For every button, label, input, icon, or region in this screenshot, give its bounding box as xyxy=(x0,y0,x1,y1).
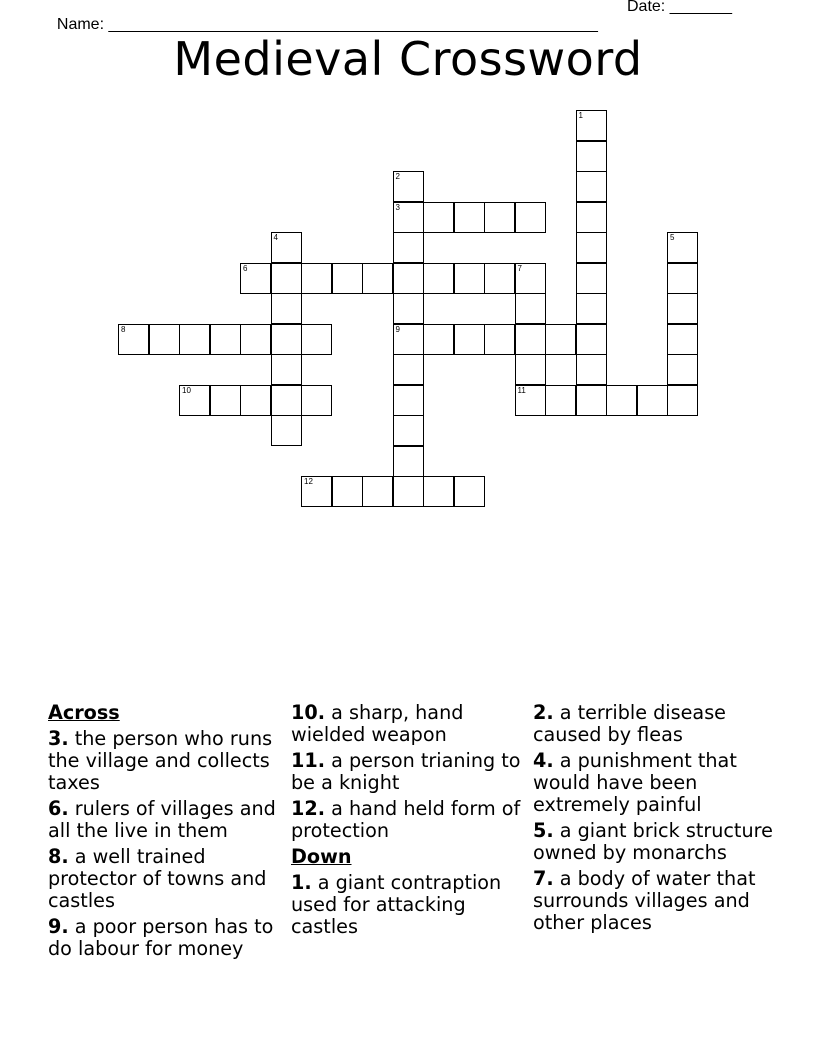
clue-text: a giant contraption used for attacking castles xyxy=(291,871,502,938)
cell-number: 6 xyxy=(243,263,248,273)
clue-across-9 xyxy=(48,916,288,960)
grid-cell[interactable] xyxy=(576,141,607,172)
grid-cell[interactable] xyxy=(423,263,454,294)
grid-cell[interactable] xyxy=(576,110,607,141)
grid-cell[interactable] xyxy=(576,293,607,324)
cell-number: 9 xyxy=(395,324,400,334)
grid-cell[interactable] xyxy=(484,324,515,355)
grid-cell[interactable] xyxy=(484,263,515,294)
grid-cell[interactable] xyxy=(667,293,698,324)
clue-text: the person who runs the village and collects taxes xyxy=(48,727,273,794)
clue-text: a sharp, hand wielded weapon xyxy=(291,701,464,746)
grid-cell[interactable] xyxy=(393,263,424,294)
grid-cell[interactable] xyxy=(362,263,393,294)
clue-across-10 xyxy=(291,702,531,746)
grid-cell[interactable] xyxy=(301,263,332,294)
across-heading: Across xyxy=(48,701,120,724)
clue-column-3 xyxy=(533,702,773,938)
grid-cell[interactable] xyxy=(210,385,241,416)
grid-cell[interactable] xyxy=(179,324,210,355)
clue-text: a body of water that surrounds villages and other places xyxy=(533,867,756,934)
cell-number: 1 xyxy=(578,111,583,120)
clue-number: 2. xyxy=(533,701,554,724)
clue-text: a giant brick structure owned by monarchs xyxy=(533,819,773,864)
grid-cell[interactable] xyxy=(576,171,607,202)
clue-column-2 xyxy=(291,702,531,942)
clue-down-1 xyxy=(291,872,531,938)
cell-number: 12 xyxy=(304,477,313,486)
grid-cell[interactable] xyxy=(576,232,607,263)
down-heading: Down xyxy=(291,845,352,868)
grid-cell[interactable] xyxy=(332,476,363,507)
grid-cell[interactable] xyxy=(515,263,546,294)
grid-cell[interactable] xyxy=(271,293,302,324)
grid-cell[interactable] xyxy=(332,263,363,294)
grid-cell[interactable] xyxy=(393,415,424,446)
cell-number: 11 xyxy=(517,385,526,395)
clue-number: 3. xyxy=(48,727,69,750)
name-field-label: Name: _______________________________________________________ xyxy=(56,16,598,33)
grid-cell[interactable] xyxy=(454,263,485,294)
grid-cell[interactable] xyxy=(393,446,424,477)
clue-number: 8. xyxy=(48,845,69,868)
grid-cell[interactable] xyxy=(515,385,546,416)
grid-cell[interactable] xyxy=(606,385,637,416)
clue-number: 9. xyxy=(48,915,69,938)
clue-across-6 xyxy=(48,798,288,842)
clue-down-7 xyxy=(533,868,773,934)
clue-across-12 xyxy=(291,798,531,842)
grid-cell[interactable] xyxy=(362,476,393,507)
grid-cell[interactable] xyxy=(667,385,698,416)
grid-cell[interactable] xyxy=(240,324,271,355)
clue-across-8 xyxy=(48,846,288,912)
clue-text: a poor person has to do labour for money xyxy=(48,915,274,960)
grid-cell[interactable] xyxy=(179,385,210,416)
grid-cell[interactable] xyxy=(240,385,271,416)
grid-cell[interactable] xyxy=(454,324,485,355)
grid-cell[interactable] xyxy=(423,202,454,233)
grid-cell[interactable] xyxy=(149,324,180,355)
grid-cell[interactable] xyxy=(667,324,698,355)
grid-cell[interactable] xyxy=(271,415,302,446)
cell-number: 10 xyxy=(182,385,191,395)
grid-cell[interactable] xyxy=(393,385,424,416)
grid-cell[interactable] xyxy=(301,476,332,507)
grid-cell[interactable] xyxy=(667,354,698,385)
clue-column-1 xyxy=(48,702,288,964)
grid-cell[interactable] xyxy=(271,263,302,294)
grid-cell[interactable] xyxy=(515,293,546,324)
clue-number: 1. xyxy=(291,871,312,894)
grid-cell[interactable] xyxy=(210,324,241,355)
cell-number: 4 xyxy=(273,233,278,242)
grid-cell[interactable] xyxy=(393,202,424,233)
grid-cell[interactable] xyxy=(393,324,424,355)
clue-text: a punishment that would have been extremely painful xyxy=(533,749,737,816)
clue-text: a hand held form of protection xyxy=(291,797,521,842)
grid-cell[interactable] xyxy=(271,354,302,385)
clue-across-11 xyxy=(291,750,531,794)
grid-cell[interactable] xyxy=(667,263,698,294)
clue-number: 12. xyxy=(291,797,325,820)
cell-number: 8 xyxy=(121,324,126,334)
grid-cell[interactable] xyxy=(545,324,576,355)
grid-cell[interactable] xyxy=(515,202,546,233)
clue-number: 5. xyxy=(533,819,554,842)
grid-cell[interactable] xyxy=(576,324,607,355)
grid-cell[interactable] xyxy=(576,385,607,416)
grid-cell[interactable] xyxy=(515,324,546,355)
grid-cell[interactable] xyxy=(423,324,454,355)
clue-text: a terrible disease caused by fleas xyxy=(533,701,726,746)
grid-cell[interactable] xyxy=(515,354,546,385)
cell-number: 3 xyxy=(395,202,400,212)
clue-number: 11. xyxy=(291,749,325,772)
grid-cell[interactable] xyxy=(576,263,607,294)
clue-text: a well trained protector of towns and castles xyxy=(48,845,267,912)
grid-cell[interactable] xyxy=(667,232,698,263)
grid-cell[interactable] xyxy=(545,385,576,416)
grid-cell[interactable] xyxy=(240,263,271,294)
grid-cell[interactable] xyxy=(393,171,424,202)
grid-cell[interactable] xyxy=(118,324,149,355)
grid-cell[interactable] xyxy=(484,202,515,233)
grid-cell[interactable] xyxy=(301,324,332,355)
clue-across-3 xyxy=(48,728,288,794)
grid-cell[interactable] xyxy=(301,385,332,416)
clue-down-5 xyxy=(533,820,773,864)
clue-down-4 xyxy=(533,750,773,816)
clue-number: 6. xyxy=(48,797,69,820)
grid-cell[interactable] xyxy=(393,476,424,507)
grid-cell[interactable] xyxy=(576,202,607,233)
cell-number: 7 xyxy=(517,263,522,273)
clue-number: 4. xyxy=(533,749,554,772)
grid-cell[interactable] xyxy=(576,354,607,385)
cell-number: 2 xyxy=(395,172,400,181)
grid-cell[interactable] xyxy=(393,232,424,263)
grid-cell[interactable] xyxy=(454,202,485,233)
grid-cell[interactable] xyxy=(637,385,668,416)
grid-cell[interactable] xyxy=(393,293,424,324)
page-title: Medieval Crossword xyxy=(173,32,643,86)
grid-cell[interactable] xyxy=(271,385,302,416)
grid-cell[interactable] xyxy=(271,324,302,355)
grid-cell[interactable] xyxy=(393,354,424,385)
grid-cell[interactable] xyxy=(423,476,454,507)
clue-number: 10. xyxy=(291,701,325,724)
cell-number: 5 xyxy=(670,233,675,242)
clue-text: rulers of villages and all the live in them xyxy=(48,797,276,842)
grid-cell[interactable] xyxy=(271,232,302,263)
grid-cell[interactable] xyxy=(454,476,485,507)
clue-down-2 xyxy=(533,702,773,746)
clue-number: 7. xyxy=(533,867,554,890)
clue-text: a person trianing to be a knight xyxy=(291,749,521,794)
date-field-label: Date: _______ xyxy=(627,0,732,15)
